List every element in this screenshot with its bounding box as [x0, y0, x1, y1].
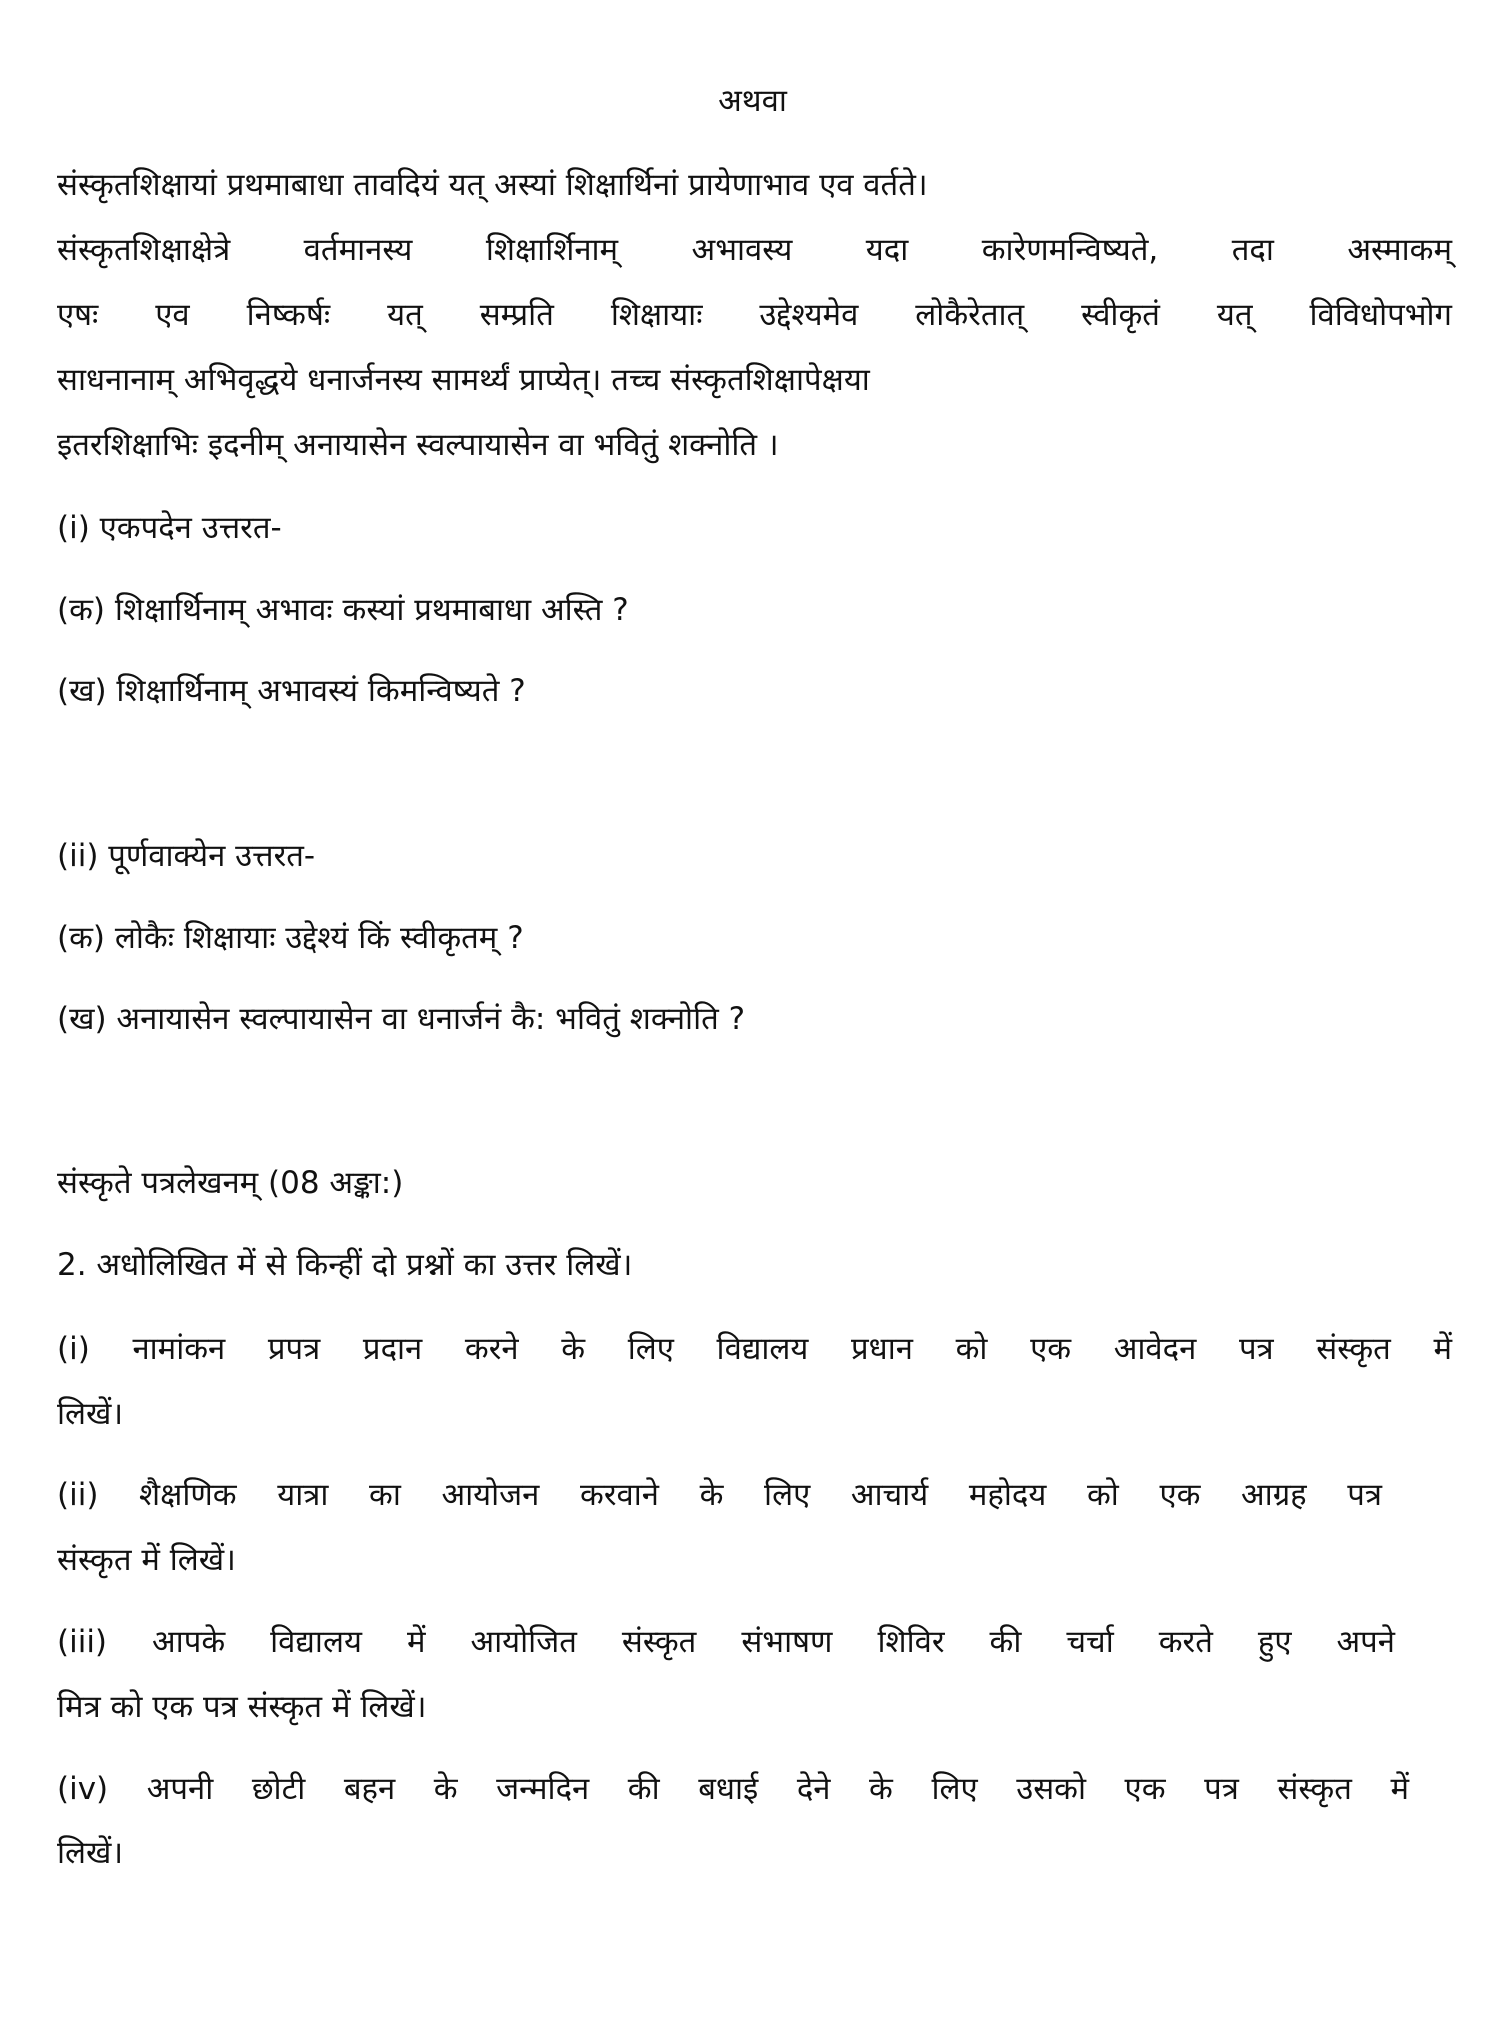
section-heading: संस्कृते पत्रलेखनम् (08 अङ्का:)	[57, 1165, 404, 1201]
passage-line: साधनानाम् अभिवृद्धये धनार्जनस्य सामर्थ्यं प्राप्येत्। तच्च संस्कृतशिक्षापेक्षया	[57, 362, 870, 398]
question-1b: (ख) शिक्षार्थिनाम् अभावस्यं किमन्विष्यते ?	[57, 673, 526, 709]
letter-option-2-cont: संस्कृत में लिखें।	[57, 1542, 236, 1578]
question-2a: (क) लोकैः शिक्षायाः उद्देश्यं किं स्वीकृतम् ?	[57, 920, 524, 956]
heading: अथवा	[718, 83, 787, 119]
passage-line: एषः एव निष्कर्षः यत् सम्प्रति शिक्षायाः उद्देश्यमेव लोकैरेतात् स्वीकृतं यत् विविधोपभोग	[57, 297, 1452, 333]
question-2-label: (ii) पूर्णवाक्येन उत्तरत-	[57, 838, 316, 874]
letter-option-4: (iv) अपनी छोटी बहन के जन्मदिन की बधाई देने के लिए उसको एक पत्र संस्कृत में	[57, 1771, 1409, 1807]
letter-option-2: (ii) शैक्षणिक यात्रा का आयोजन करवाने के लिए आचार्य महोदय को एक आग्रह पत्र	[57, 1477, 1382, 1513]
letter-option-1-cont: लिखें।	[57, 1396, 124, 1432]
letter-option-1: (i) नामांकन प्रपत्र प्रदान करने के लिए विद्यालय प्रधान को एक आवेदन पत्र संस्कृत में	[57, 1331, 1452, 1367]
letter-option-3-cont: मित्र को एक पत्र संस्कृत में लिखें।	[57, 1689, 427, 1725]
passage-line: इतरशिक्षाभिः इदनीम् अनायासेन स्वल्पायासेन वा भवितुं शक्नोति ।	[57, 427, 779, 463]
letter-option-3: (iii) आपके विद्यालय में आयोजित संस्कृत संभाषण शिविर की चर्चा करते हुए अपने	[57, 1624, 1395, 1660]
passage-line: संस्कृतशिक्षाक्षेत्रे वर्तमानस्य शिक्षार्शिनाम् अभावस्य यदा कारेणमन्विष्यते, तदा अस्माकम्	[57, 232, 1452, 268]
letter-option-4-cont: लिखें।	[57, 1835, 124, 1871]
question-1-label: (i) एकपदेन उत्तरत-	[57, 510, 282, 546]
passage-line: संस्कृतशिक्षायां प्रथमाबाधा तावदियं यत् अस्यां शिक्षार्थिनां प्रायेणाभाव एव वर्तते।	[57, 167, 928, 203]
question-2b: (ख) अनायासेन स्वल्पायासेन वा धनार्जनं कै: भवितुं शक्नोति ?	[57, 1001, 746, 1037]
instruction: 2. अधोलिखित में से किन्हीं दो प्रश्नों का उत्तर लिखें।	[57, 1247, 633, 1283]
question-1a: (क) शिक्षार्थिनाम् अभावः कस्यां प्रथमाबाधा अस्ति ?	[57, 592, 629, 628]
